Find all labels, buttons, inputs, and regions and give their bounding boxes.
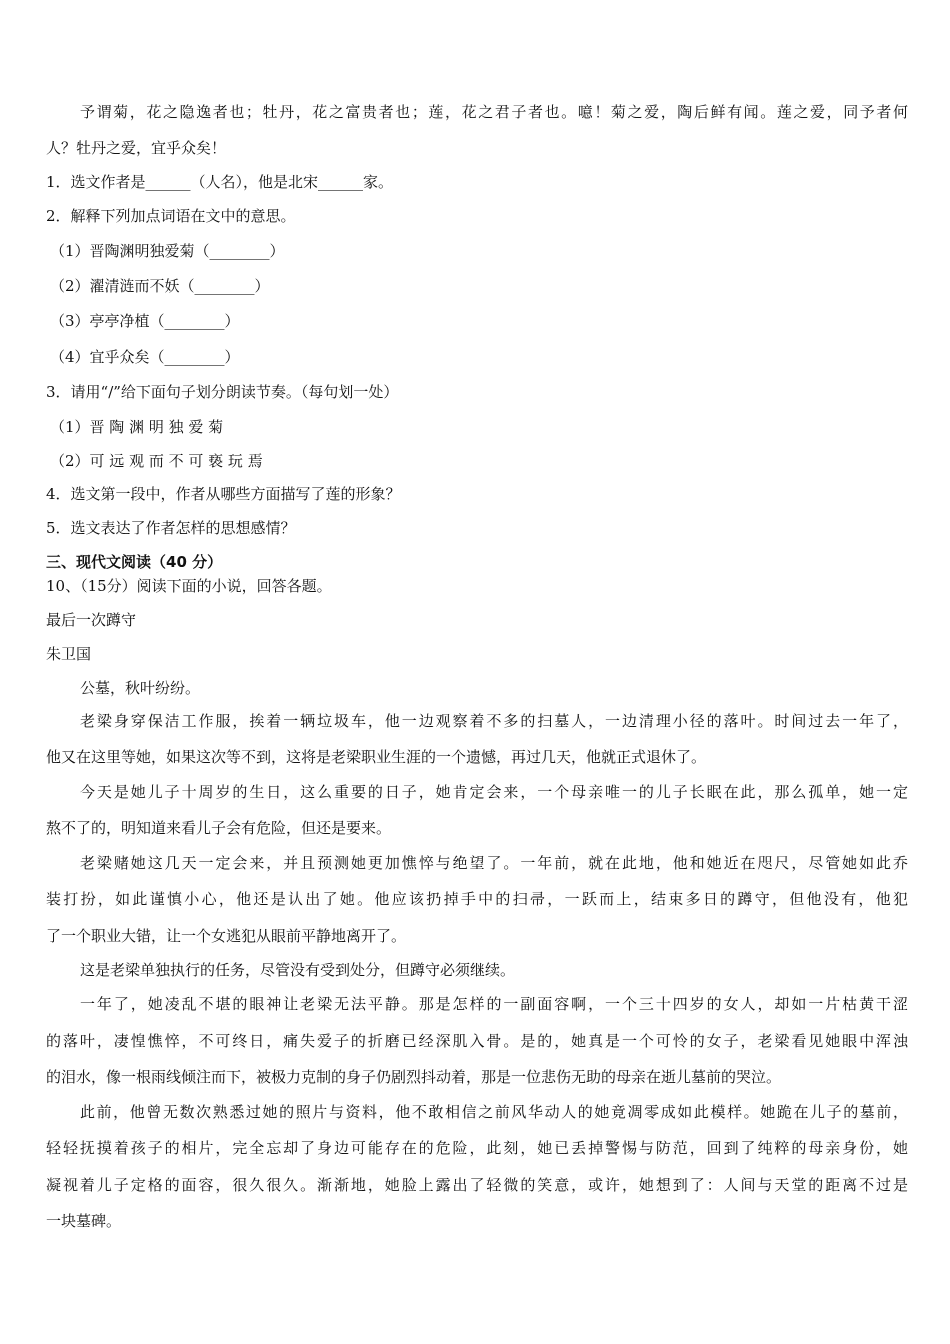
- section-heading: 三、现代文阅读（40 分）: [46, 553, 223, 571]
- question-5: 5．选文表达了作者怎样的思想感情？: [46, 519, 296, 537]
- question-2-item: （3）亭亭净植（________）: [50, 312, 240, 330]
- question-1: 1．选文作者是______（人名），他是北宋______家。: [46, 173, 394, 191]
- story-line: 装打扮，如此谨慎小心，他还是认出了她。他应该扔掉手中的扫帚，一跃而上，结束多日的蹲守，但他没有，他犯: [46, 890, 908, 908]
- question-3: 3．请用“/”给下面句子划分朗读节奏。（每句划一处）: [46, 383, 399, 401]
- story-line: 轻轻抚摸着孩子的相片，完全忘却了身边可能存在的危险，此刻，她已丢掉警惕与防范，回到了纯粹的母亲身份，她: [46, 1139, 908, 1157]
- story-line: 老梁赌她这几天一定会来，并且预测她更加憔悴与绝望了。一年前，就在此地，他和她近在咫尺，尽管她如此乔: [80, 854, 908, 872]
- question-2: 2．解释下列加点词语在文中的意思。: [46, 207, 296, 225]
- story-line: 一年了，她凌乱不堪的眼神让老梁无法平静。那是怎样的一副面容啊，一个三十四岁的女人，却如一片枯黄干涩: [80, 995, 908, 1013]
- story-line: 的泪水，像一根雨线倾注而下，被极力克制的身子仍剧烈抖动着，那是一位悲伤无助的母亲在逝儿墓前的哭泣。: [46, 1068, 782, 1086]
- story-line: 老梁身穿保洁工作服，挨着一辆垃圾车，他一边观察着不多的扫墓人，一边清理小径的落叶。时间过去一年了，: [80, 712, 908, 730]
- story-line: 此前，他曾无数次熟悉过她的照片与资料，他不敢相信之前风华动人的她竟凋零成如此模样。她跪在儿子的墓前，: [80, 1103, 908, 1121]
- question-10: 10、（15分）阅读下面的小说，回答各题。: [46, 577, 332, 595]
- story-line: 今天是她儿子十周岁的生日，这么重要的日子，她肯定会来，一个母亲唯一的儿子长眠在此，那么孤单，她一定: [80, 783, 908, 801]
- story-line: 了一个职业大错，让一个女逃犯从眼前平静地离开了。: [46, 927, 407, 945]
- story-line: 的落叶，凄惶憔悴，不可终日，痛失爱子的折磨已经深肌入骨。是的，她真是一个可怜的女子，老梁看见她眼中浑浊: [46, 1032, 908, 1050]
- question-3-item: （2）可 远 观 而 不 可 亵 玩 焉: [50, 452, 263, 470]
- story-line: 熬不了的，明知道来看儿子会有危险，但还是要来。: [46, 819, 392, 837]
- question-2-item: （1）晋陶渊明独爱菊（________）: [50, 242, 285, 260]
- story-line: 凝视着儿子定格的面容，很久很久。渐渐地，她脸上露出了轻微的笑意，或许，她想到了：人间与天堂的距离不过是: [46, 1176, 908, 1194]
- story-line: 一块墓碑。: [46, 1212, 122, 1230]
- story-line: 他又在这里等她，如果这次等不到，这将是老梁职业生涯的一个遗憾，再过几天，他就正式退休了。: [46, 748, 707, 766]
- question-4: 4．选文第一段中，作者从哪些方面描写了莲的形象？: [46, 485, 401, 503]
- prose-line: 予谓菊，花之隐逸者也；牡丹，花之富贵者也；莲，花之君子者也。噫！菊之爱，陶后鲜有闻。莲之爱，同予者何: [80, 103, 908, 121]
- prose-line: 人？牡丹之爱，宜乎众矣！: [46, 139, 227, 157]
- story-title: 最后一次蹲守: [46, 611, 137, 629]
- question-2-item: （2）濯清涟而不妖（________）: [50, 277, 270, 295]
- story-paragraph: 这是老梁单独执行的任务，尽管没有受到处分，但蹲守必须继续。: [80, 961, 516, 979]
- story-paragraph: 公墓，秋叶纷纷。: [80, 679, 201, 697]
- question-3-item: （1）晋 陶 渊 明 独 爱 菊: [50, 418, 224, 436]
- story-author: 朱卫国: [46, 645, 92, 663]
- question-2-item: （4）宜乎众矣（________）: [50, 348, 240, 366]
